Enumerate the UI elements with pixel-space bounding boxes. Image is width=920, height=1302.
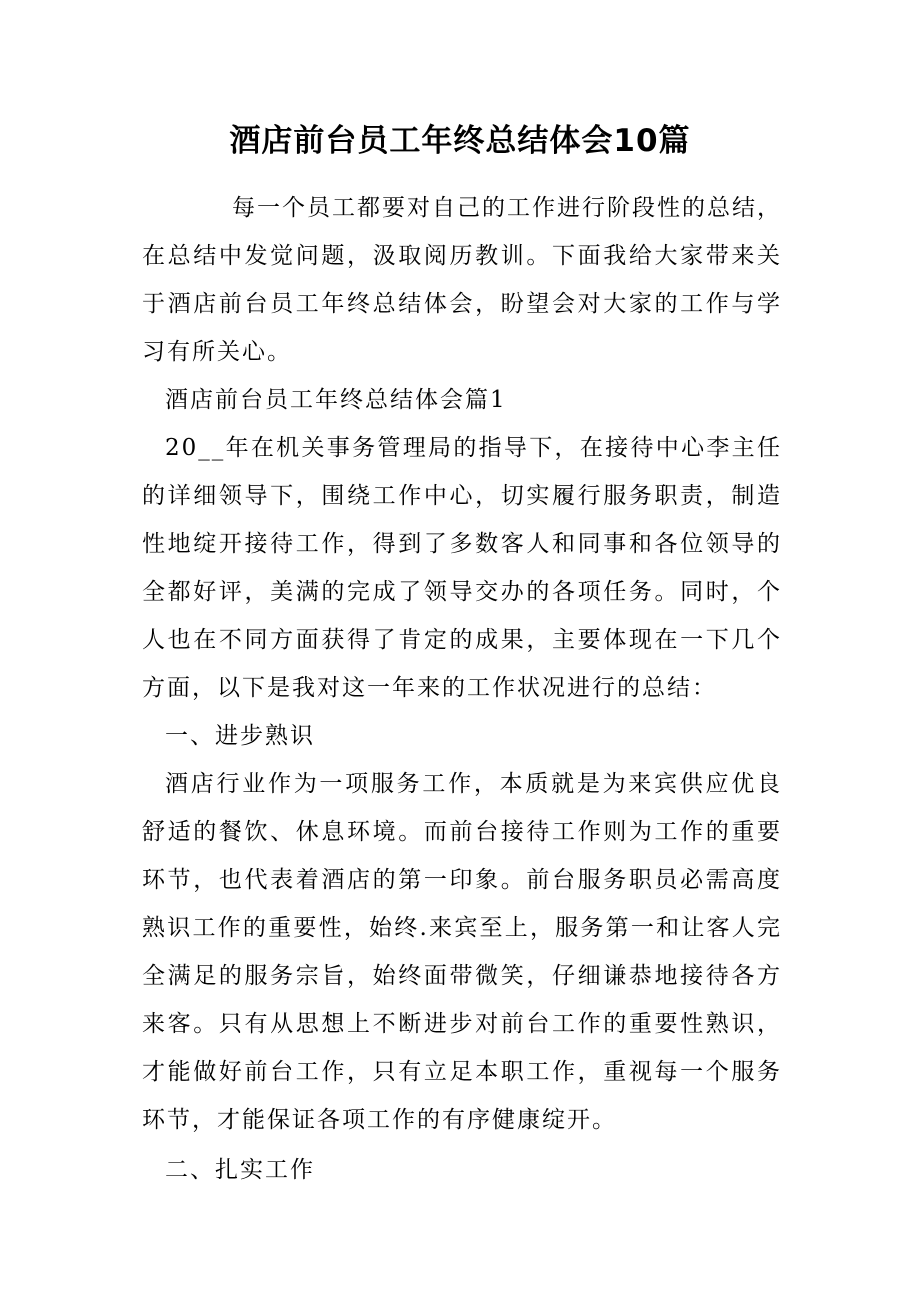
subheading1-block [142, 712, 782, 760]
subheading: 一、进步熟识 [165, 723, 315, 749]
section1-para2-block [142, 760, 782, 1144]
section1-para1-block [142, 424, 782, 712]
body-paragraph: 酒店行业作为一项服务工作，本质就是为来宾供应优良舒适的餐饮、休息环境。而前台接待工作则为工作的重要环节，也代表着酒店的第一印象。前台服务职员必需高度熟识工作的重要性，始终.来宾至上，服务第一和让客人完全满足的服务宗旨，始终面带微笑，仔细谦恭地接待各方来客。只有从思想上不断进步对前台工作的重要性熟识，才能做好前台工作，只有立足本职工作，重视每一个服务环节，才能保证各项工作的有序健康绽开。 [142, 771, 782, 1133]
subheading: 二、扎实工作 [165, 1157, 315, 1183]
subheading2-block [142, 1146, 782, 1194]
document-title: 酒店前台员工年终总结体会10篇 [229, 123, 691, 159]
section1-title-block [142, 376, 782, 424]
intro-paragraph: 每一个员工都要对自己的工作进行阶段性的总结，在总结中发觉问题，汲取阅历教训。下面我给大家带来关于酒店前台员工年终总结体会，盼望会对大家的工作与学习有所关心。 [142, 195, 782, 365]
body-paragraph: 20__年在机关事务管理局的指导下，在接待中心李主任的详细领导下，围绕工作中心，切实履行服务职责，制造性地绽开接待工作，得到了多数客人和同事和各位领导的全都好评，美满的完成了领导交办的各项任务。同时，个人也在不同方面获得了肯定的成果，主要体现在一下几个方面，以下是我对这一年来的工作状况进行的总结： [142, 435, 782, 701]
section-title: 酒店前台员工年终总结体会篇1 [165, 387, 507, 413]
intro-paragraph-block [142, 184, 782, 376]
